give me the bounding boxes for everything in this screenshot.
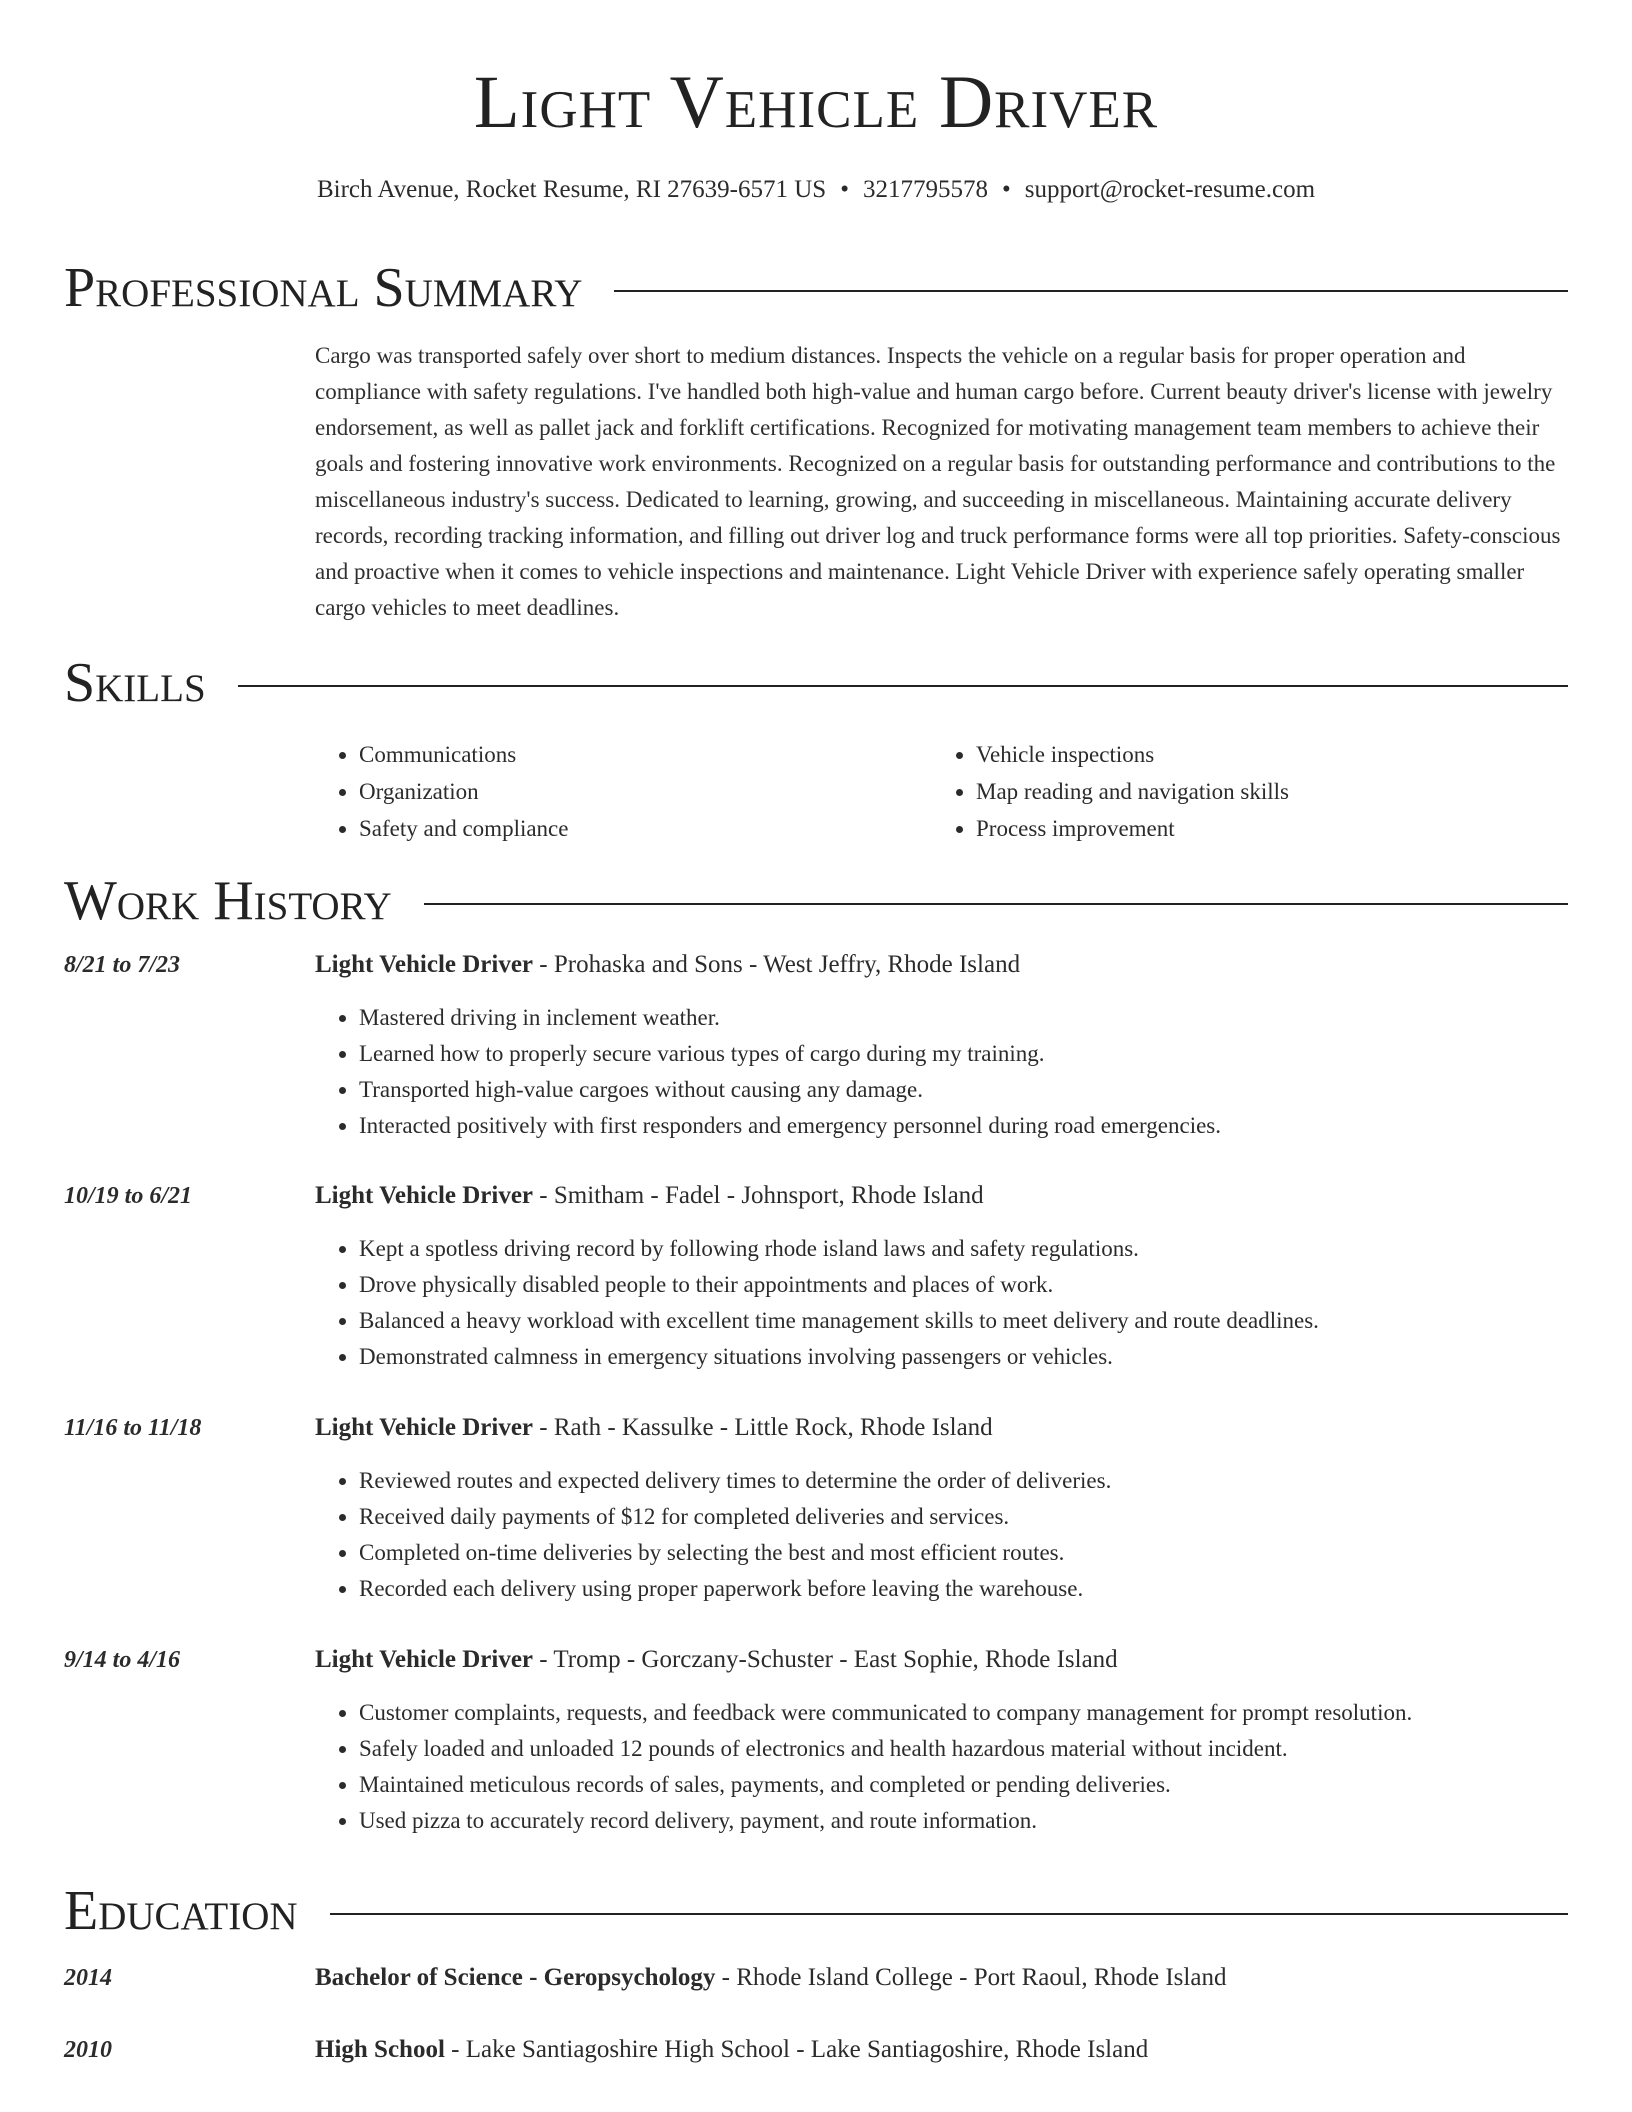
skills-column-left [315, 736, 932, 847]
contact-line [0, 175, 1632, 205]
job-title-line [315, 1413, 993, 1443]
education-line [315, 1963, 1226, 1993]
job-dates: 10/19 to 6/21 [64, 1183, 193, 1209]
job-bullet: • Mastered driving in inclement weather. [359, 1000, 1570, 1036]
job-title: Light Vehicle Driver [315, 1182, 534, 1209]
summary-section-header [64, 253, 1568, 323]
education-details: - Rhode Island College - Port Raoul, Rhode Island [715, 1964, 1227, 1991]
job-title: Light Vehicle Driver [315, 1646, 534, 1673]
skills-section-header [64, 648, 1568, 718]
job-dates: 11/16 to 11/18 [64, 1415, 202, 1441]
section-divider [330, 1913, 1568, 1915]
skill-item: • Communications [359, 736, 932, 773]
job-dates: 9/14 to 4/16 [64, 1647, 181, 1673]
job-bullets [315, 1463, 1570, 1607]
section-divider [614, 290, 1568, 292]
summary-title: Professional Summary [64, 257, 583, 319]
job-bullet: • Demonstrated calmness in emergency situations involving passengers or vehicles. [359, 1339, 1570, 1375]
job-bullets [315, 1695, 1570, 1839]
skill-item: • Vehicle inspections [976, 736, 1549, 773]
contact-separator: • [840, 176, 849, 203]
resume-name: Light Vehicle Driver [473, 61, 1159, 144]
job-bullet: • Reviewed routes and expected delivery times to determine the order of deliveries. [359, 1463, 1570, 1499]
job-bullet: • Kept a spotless driving record by following rhode island laws and safety regulations. [359, 1231, 1570, 1267]
job-details: - Tromp - Gorczany-Schuster - East Sophie, Rhode Island [533, 1646, 1118, 1673]
contact-phone: 3217795578 [862, 176, 988, 203]
job-bullet: • Safely loaded and unloaded 12 pounds of electronics and health hazardous material without incident. [359, 1731, 1570, 1767]
contact-address: Birch Avenue, Rocket Resume, RI 27639-6571 US [316, 176, 827, 203]
skill-item: • Process improvement [976, 810, 1549, 847]
education-degree: Bachelor of Science - Geropsychology [315, 1964, 716, 1991]
job-bullet: • Used pizza to accurately record delivery, payment, and route information. [359, 1803, 1570, 1839]
work-history-title: Work History [64, 870, 392, 932]
job-title-line [315, 1645, 1118, 1675]
contact-separator: • [1001, 176, 1011, 203]
job-bullet: • Interacted positively with first responders and emergency personnel during road emergencies. [359, 1108, 1570, 1144]
job-bullet: • Balanced a heavy workload with excellent time management skills to meet delivery and route deadlines. [359, 1303, 1570, 1339]
contact-email: support@rocket-resume.com [1024, 176, 1316, 203]
job-title: Light Vehicle Driver [315, 1414, 534, 1441]
job-dates: 8/21 to 7/23 [64, 952, 181, 978]
job-title-line [315, 1181, 984, 1211]
education-line [315, 2035, 1148, 2065]
job-bullet: • Maintained meticulous records of sales, payments, and completed or pending deliveries. [359, 1767, 1570, 1803]
job-bullet: • Transported high-value cargoes without causing any damage. [359, 1072, 1570, 1108]
skills-column-right [932, 736, 1549, 847]
education-year: 2010 [64, 2037, 112, 2063]
section-divider [424, 903, 1568, 905]
job-bullets [315, 1231, 1570, 1375]
job-bullet: • Recorded each delivery using proper paperwork before leaving the warehouse. [359, 1571, 1570, 1607]
job-bullet: • Received daily payments of $12 for completed deliveries and services. [359, 1499, 1570, 1535]
skill-item: • Organization [359, 773, 932, 810]
education-details: - Lake Santiagoshire High School - Lake Santiagoshire, Rhode Island [444, 2036, 1149, 2063]
education-section-header [64, 1876, 1568, 1946]
job-bullet: • Completed on-time deliveries by selecting the best and most efficient routes. [359, 1535, 1570, 1571]
job-bullet: • Learned how to properly secure various types of cargo during my training. [359, 1036, 1570, 1072]
job-details: - Smitham - Fadel - Johnsport, Rhode Island [533, 1182, 984, 1209]
job-bullets [315, 1000, 1570, 1144]
job-title: Light Vehicle Driver [315, 951, 534, 978]
job-title-line [315, 950, 1020, 980]
skills-title: Skills [64, 652, 206, 714]
education-title: Education [64, 1880, 298, 1942]
education-year: 2014 [64, 1965, 112, 1991]
job-details: - Prohaska and Sons - West Jeffry, Rhode Island [533, 951, 1021, 978]
section-divider [238, 685, 1568, 687]
skill-item: • Safety and compliance [359, 810, 932, 847]
skill-item: • Map reading and navigation skills [976, 773, 1549, 810]
job-bullet: • Customer complaints, requests, and feedback were communicated to company management for prompt resolution. [359, 1695, 1570, 1731]
skills-list [315, 736, 1570, 847]
job-details: - Rath - Kassulke - Little Rock, Rhode Island [533, 1414, 993, 1441]
job-bullet: • Drove physically disabled people to their appointments and places of work. [359, 1267, 1570, 1303]
education-degree: High School [315, 2036, 445, 2063]
work-history-section-header [64, 866, 1568, 936]
summary-text: Cargo was transported safely over short to medium distances. Inspects the vehicle on a regular basis for proper operation and compliance with safety regulations. I've handled both high-value and human cargo before. Current beauty driver's license with jewelry endorsement, as well as pallet jack and forklift certifications. Recognized for motivating management team members to achieve their goals and fostering innovative work environments. Recognized on a regular basis for outstanding performance and contributions to the miscellaneous industry's success. Dedicated to learning, growing, and succeeding in miscellaneous. Maintaining accurate delivery records, recording tracking information, and filling out driver log and truck performance forms were all top priorities. Safety-conscious and proactive when it comes to vehicle inspections and maintenance. Light Vehicle Driver with experience safely operating smaller cargo vehicles to meet deadlines. [315, 343, 1561, 620]
